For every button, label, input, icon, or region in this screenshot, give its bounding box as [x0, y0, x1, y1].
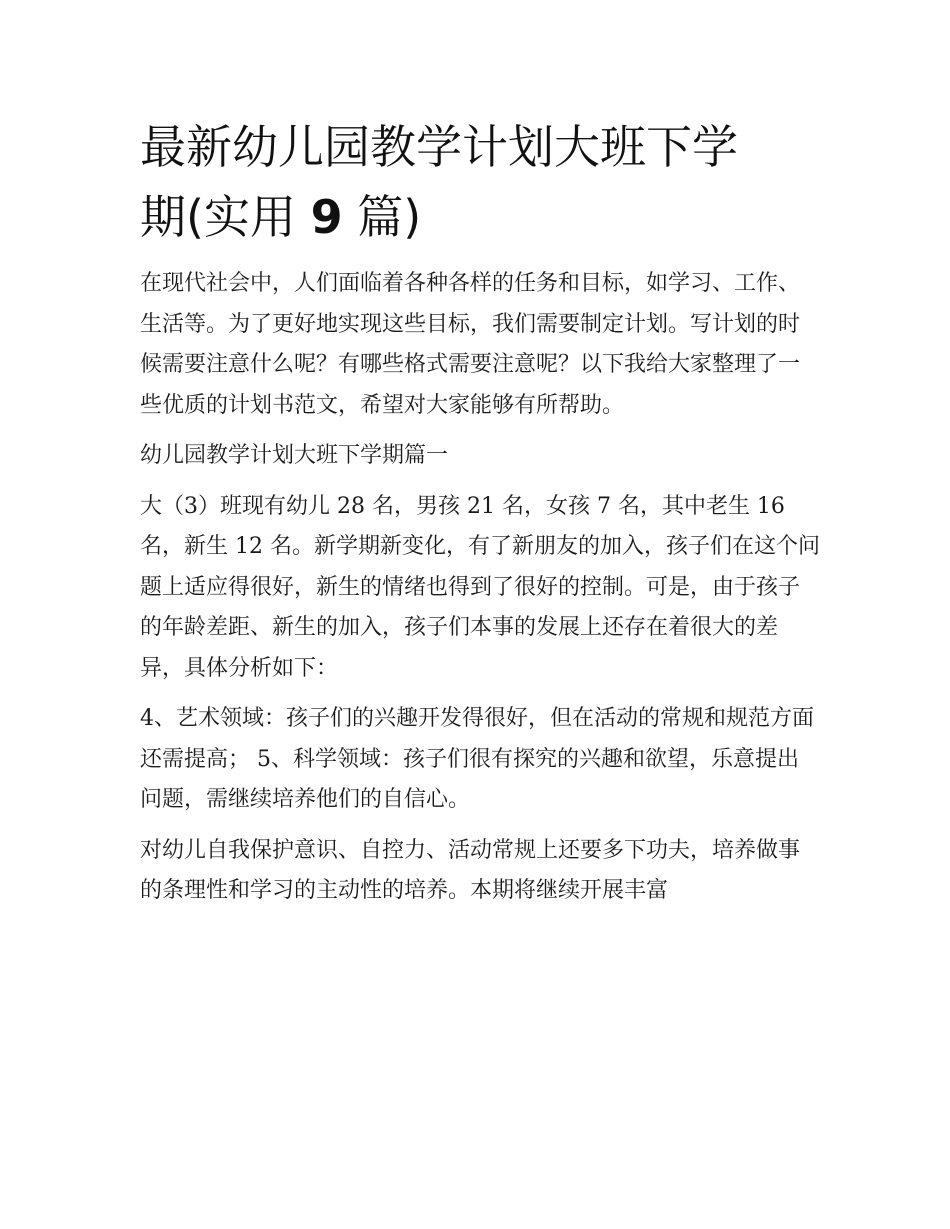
document-title [140, 112, 820, 252]
paragraph-gap [140, 426, 820, 436]
plan-paragraph: 对幼儿自我保护意识、自控力、活动常规上还要多下功夫，培养做事的条理性和学习的主动性的培养。本期将继续开展丰富 [140, 837, 801, 903]
class-overview-paragraph: 大（3）班现有幼儿 28 名，男孩 21 名，女孩 7 名，其中老生 16 名，新生 12 名。新学期新变化，有了新朋友的加入，孩子们在这个问题上适应得很好，新生的情绪也得到了很好的控制。可是，由于孩子的年龄差距、新生的加入，孩子们本事的发展上还存在着很大的差异，具体分析如下： [140, 493, 820, 681]
document-body [140, 112, 820, 912]
paragraph-gap [140, 689, 820, 699]
paragraph-gap [140, 477, 820, 487]
section-heading: 幼儿园教学计划大班下学期篇一 [140, 443, 449, 468]
title-line-2-number: 9 [310, 190, 343, 244]
title-line-2-prefix: 期(实用 [140, 190, 311, 244]
paragraph-gap [140, 821, 820, 831]
domain-analysis-paragraph: 4、艺术领域：孩子们的兴趣开发得很好，但在活动的常规和规范方面还需提高； 5、科学领域：孩子们很有探究的兴趣和欲望，乐意提出问题，需继续培养他们的自信心。 [140, 706, 814, 812]
title-line-2-suffix: 篇) [342, 190, 422, 244]
title-line-1: 最新幼儿园教学计划大班下学 [140, 120, 738, 174]
intro-paragraph: 在现代社会中，人们面临着各种各样的任务和目标，如学习、工作、生活等。为了更好地实现这些目标，我们需要制定计划。写计划的时候需要注意什么呢？有哪些格式需要注意呢？以下我给大家整理了一些优质的计划书范文，希望对大家能够有所帮助。 [140, 271, 801, 418]
